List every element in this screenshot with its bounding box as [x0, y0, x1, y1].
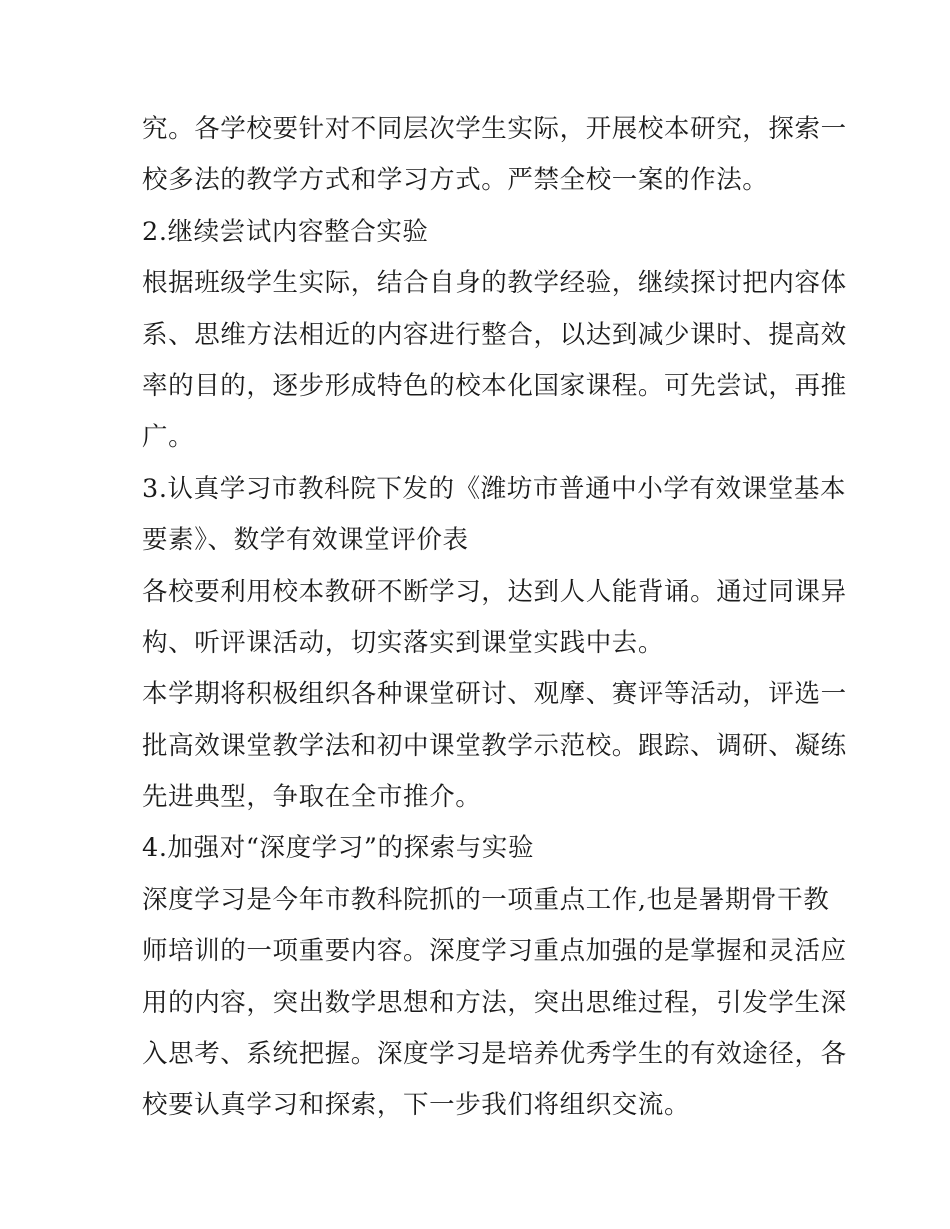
- text-line: 率的目的，逐步形成特色的校本化国家课程。可先尝试，再推: [142, 370, 847, 401]
- text-line: 校要认真学习和探索，下一步我们将组织交流。: [142, 1090, 691, 1121]
- text-line: 批高效课堂教学法和初中课堂教学示范校。跟踪、调研、凝练: [142, 730, 847, 761]
- text-line: 广。: [142, 422, 195, 453]
- text-line: 入思考、系统把握。深度学习是培养优秀学生的有效途径，各: [142, 1039, 847, 1070]
- text-line: 深度学习是今年市教科院抓的一项重点工作,也是暑期骨干教: [142, 884, 830, 915]
- text-line: 校多法的教学方式和学习方式。严禁全校一案的作法。: [142, 165, 769, 196]
- text-line: 师培训的一项重要内容。深度学习重点加强的是掌握和灵活应: [142, 936, 847, 967]
- text-line: 系、思维方法相近的内容进行整合，以达到减少课时、提高效: [142, 319, 847, 350]
- text-line: 本学期将积极组织各种课堂研讨、观摩、赛评等活动，评选一: [142, 679, 847, 710]
- document-body: [142, 104, 847, 1132]
- text-line: 构、听评课活动，切实落实到课堂实践中去。: [142, 627, 665, 658]
- text-line: 究。各学校要针对不同层次学生实际，开展校本研究，探索一: [142, 114, 847, 144]
- text-line: 用的内容，突出数学思想和方法，突出思维过程，引发学生深: [142, 987, 847, 1018]
- section-heading: 2.继续尝试内容整合实验: [142, 216, 429, 247]
- text-line: 各校要利用校本教研不断学习，达到人人能背诵。通过同课异: [142, 576, 847, 607]
- section-heading: 3.认真学习市教科院下发的《潍坊市普通中小学有效课堂基本: [142, 473, 847, 504]
- section-heading: 4.加强对“深度学习”的探索与实验: [142, 833, 535, 864]
- text-line: 先进典型，争取在全市推介。: [142, 782, 482, 813]
- text-line: 根据班级学生实际，结合自身的教学经验，继续探讨把内容体: [142, 268, 847, 299]
- section-heading: 要素》、数学有效课堂评价表: [142, 525, 469, 556]
